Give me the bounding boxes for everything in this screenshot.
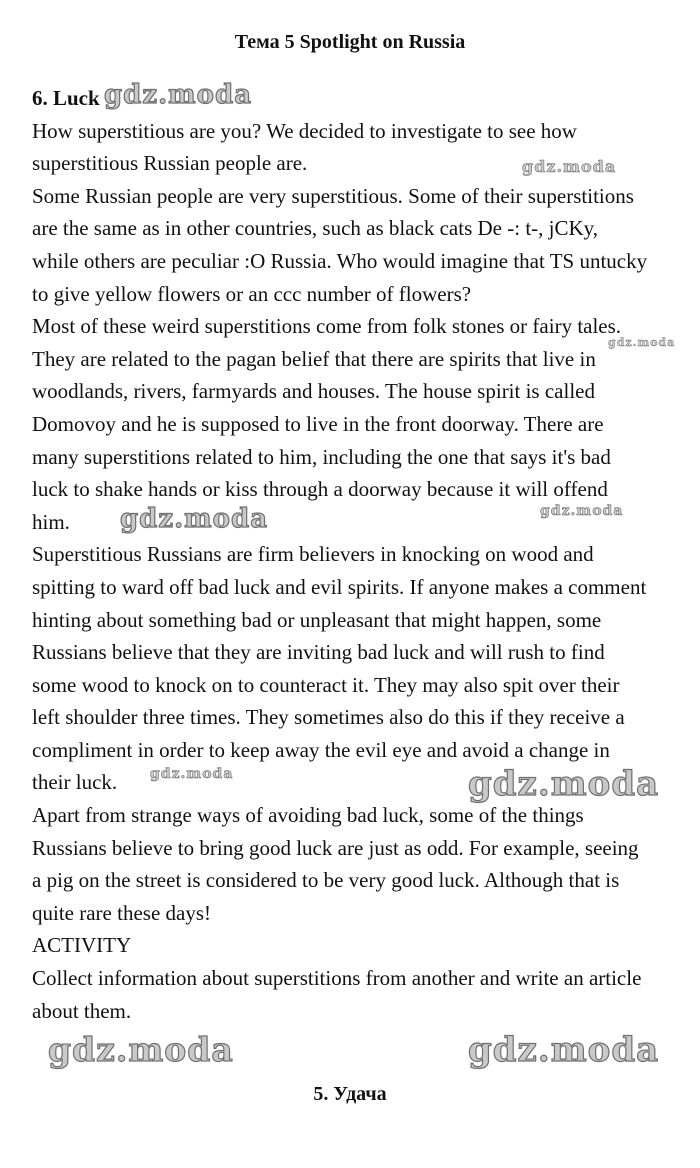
article-line: Russians believe that they are inviting bad luck and will rush to find [32,640,605,665]
article-line: about them. [32,998,132,1023]
article-line: superstitious Russian people are. [32,151,308,176]
watermark: gdz.moda [468,764,660,804]
article-line: a pig on the street is considered to be very good luck. Although that is [32,868,620,893]
article-line: are the same as in other countries, such as black cats De -: t-, jCKy, [32,216,599,241]
activity-heading: ACTIVITY [32,933,132,958]
article-line: some wood to knock on to counteract it. They may also spit over their [32,672,620,697]
article-line: Russians believe to bring good luck are just as odd. For example, seeing [32,835,639,860]
article-line: many superstitions related to him, including the one that says it's bad [32,444,611,469]
page-title: Тема 5 Spotlight on Russia [234,31,466,53]
article-line: spitting to ward off bad luck and evil spirits. If anyone makes a comment [32,574,647,599]
watermark: gdz.moda [48,1030,234,1069]
watermark: gdz.moda [608,336,676,349]
article-line: quite rare these days! [32,900,212,925]
article-body [32,82,682,1027]
article-line: Domovoy and he is supposed to live in the front doorway. There are [32,411,604,436]
article-line: hinting about something bad or unpleasant that might happen, some [32,607,602,632]
article-line: him. [32,509,70,534]
article-line: compliment in order to keep away the evil eye and avoid a change in [32,737,610,762]
article-line: Superstitious Russians are firm believers in knocking on wood and [32,542,594,567]
article-heading: 6. Luck [32,86,100,110]
article-line: Collect information about superstitions from another and write an article [32,966,642,991]
article-line: They are related to the pagan belief that there are spirits that live in [32,346,596,371]
article-line: luck to shake hands or kiss through a doorway because it will offend [32,477,608,502]
watermark: gdz.moda [540,503,624,519]
translation-title: 5. Удача [313,1083,387,1105]
article-line: How superstitious are you? We decided to investigate to see how [32,118,577,143]
article-line: Most of these weird superstitions come from folk stones or fairy tales. [32,314,622,339]
article-line: their luck. [32,770,118,795]
article-line: left shoulder three times. They sometimes also do this if they receive a [32,705,625,730]
article-line: woodlands, rivers, farmyards and houses. The house spirit is called [32,379,595,404]
watermark: gdz.moda [120,504,269,534]
article-line: Some Russian people are very superstitious. Some of their superstitions [32,183,634,208]
watermark: gdz.moda [468,1030,660,1070]
article-line: while others are peculiar :O Russia. Who would imagine that TS untucky [32,248,648,273]
watermark: gdz.moda [104,80,253,110]
watermark: gdz.moda [150,766,234,782]
article-line: Apart from strange ways of avoiding bad luck, some of the things [32,803,584,828]
article-line: to give yellow flowers or an ccc number of flowers? [32,281,472,306]
watermark: gdz.moda [522,157,617,176]
